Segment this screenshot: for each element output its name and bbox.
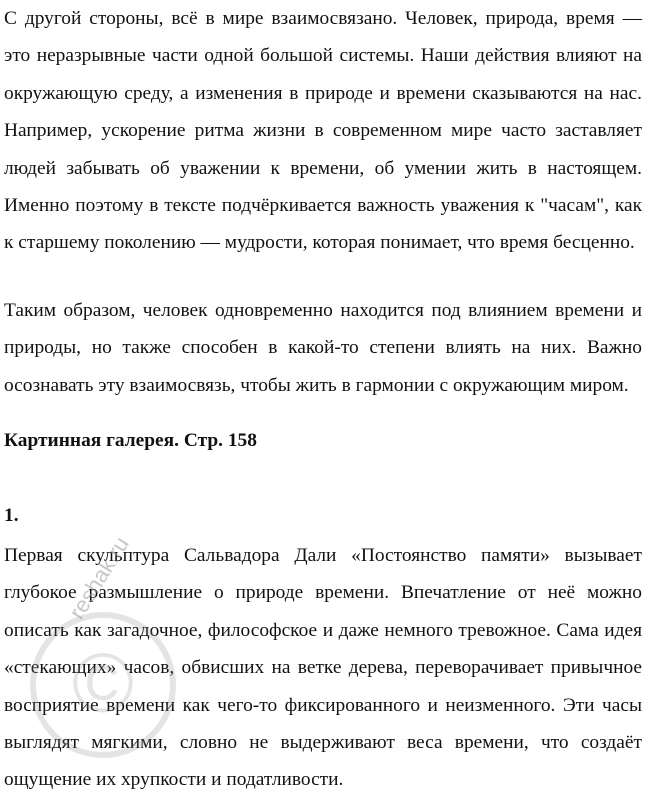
svg-text:©: © bbox=[72, 636, 134, 730]
paragraph-1: С другой стороны, всё в мире взаимосвязано. Человек, природа, время — это неразрывные части одной большой системы. Наши действия влияют на окружающую среду, а изменения в природе и времени сказываются на нас. Например, ускорение ритма жизни в современном мире часто заставляет людей забывать об уважении к времени, об умении жить в настоящем. Именно поэтому в тексте подчёркивается важность уважения к "часам", как к старшему поколению — мудрости, которая понимает, что время бесценно. bbox=[4, 8, 642, 254]
paragraph-3: Первая скульптура Сальвадора Дали «Постоянство памяти» вызывает глубокое размышление о природе времени. Впечатление от неё можно описать как загадочное, философское и даже немного тревожное. Сама идея «стекающих» часов, обвисших на ветке дерева, переворачивает привычное восприятие времени как чего-то фиксированного и неизменного. Эти часы выглядят мягкими, словно не выдерживают веса времени, что создаёт ощущение их хрупкости и податливости. bbox=[4, 545, 642, 791]
section-heading: Картинная галерея. Стр. 158 bbox=[4, 430, 257, 451]
paragraph-2: Таким образом, человек одновременно находится под влиянием времени и природы, но также способен в какой-то степени влиять на них. Важно осознавать эту взаимосвязь, чтобы жить в гармонии с окружающим миром. bbox=[4, 300, 642, 396]
item-number: 1. bbox=[4, 505, 19, 526]
watermark-text: reshak.ru bbox=[64, 532, 134, 624]
